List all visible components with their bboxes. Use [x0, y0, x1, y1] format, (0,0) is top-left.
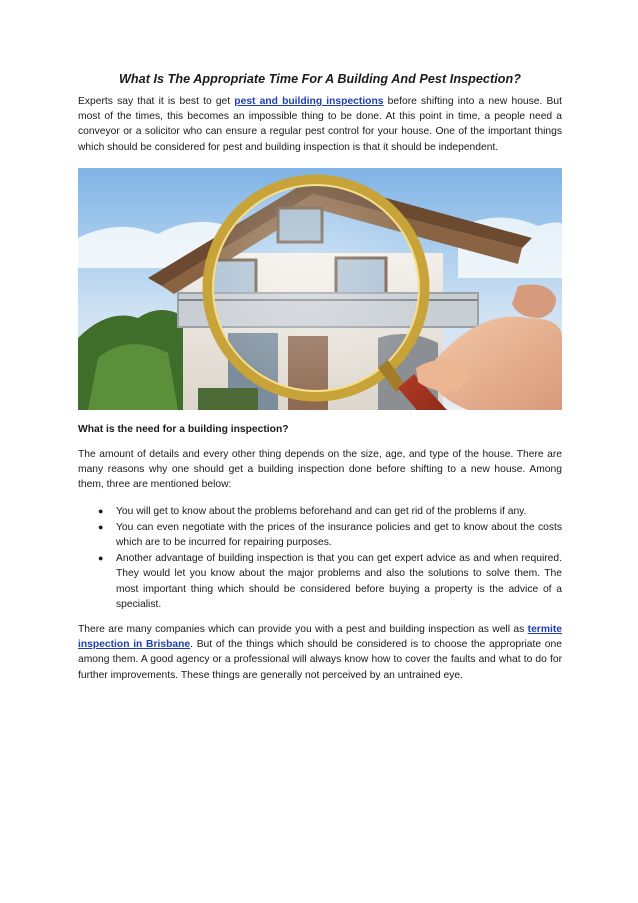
closing-text-after: . But of the things which should be considered is to choose the appropriate one among them. A good agency or a professional will always know how to cover the faults and what to do for further improvements. These things are generally not perceived by an untrained eye. — [78, 639, 562, 681]
document-content — [78, 72, 562, 683]
bullet-icon: ● — [98, 521, 104, 532]
page-title: What Is The Appropriate Time For A Building And Pest Inspection? — [118, 72, 522, 86]
house-inspection-photo — [78, 168, 562, 410]
bullet-icon: ● — [98, 553, 104, 564]
list-item-text: You can even negotiate with the prices of the insurance policies and get to know about the costs which are to be incurred for repairing purposes. — [116, 521, 562, 549]
section-paragraph: The amount of details and every other thing depends on the size, age, and type of the house. There are many reasons why one should get a building inspection done before shifting to a new house. Among them, three are mentioned below: — [78, 449, 562, 491]
closing-text-before: There are many companies which can provide you with a pest and building inspection as well as — [78, 624, 528, 636]
closing-paragraph — [78, 622, 562, 683]
intro-paragraph — [78, 94, 562, 155]
list-item-text: You will get to know about the problems beforehand and can get rid of the problems if any. — [116, 505, 527, 517]
bullet-list — [78, 504, 562, 612]
intro-text-before: Experts say that it is best to get — [78, 96, 235, 107]
list-item-text: Another advantage of building inspection is that you can get expert advice as and when required. They would let you know about the major problems and also the solutions to solve them. The most important thing which should be considered before buying a property is the advice of a specialist. — [116, 553, 562, 610]
list-item — [78, 520, 562, 550]
intro-text-after: before shifting into a new house. But most of the times, this becomes an impossible thing to be done. At this point in time, a people need a conveyor or a solicitor who can ensure a regular pest control for your house. One of the important things which should be considered for pest and building inspection is that it should be independent. — [78, 96, 562, 153]
bullet-icon: ● — [98, 505, 104, 516]
termite-inspection-brisbane-link[interactable]: termite inspection in Brisbane — [78, 624, 562, 651]
pest-building-inspections-link[interactable]: pest and building inspections — [234, 96, 384, 107]
list-item — [78, 551, 562, 612]
list-item — [78, 504, 562, 519]
section-heading: What is the need for a building inspection? — [78, 423, 289, 435]
